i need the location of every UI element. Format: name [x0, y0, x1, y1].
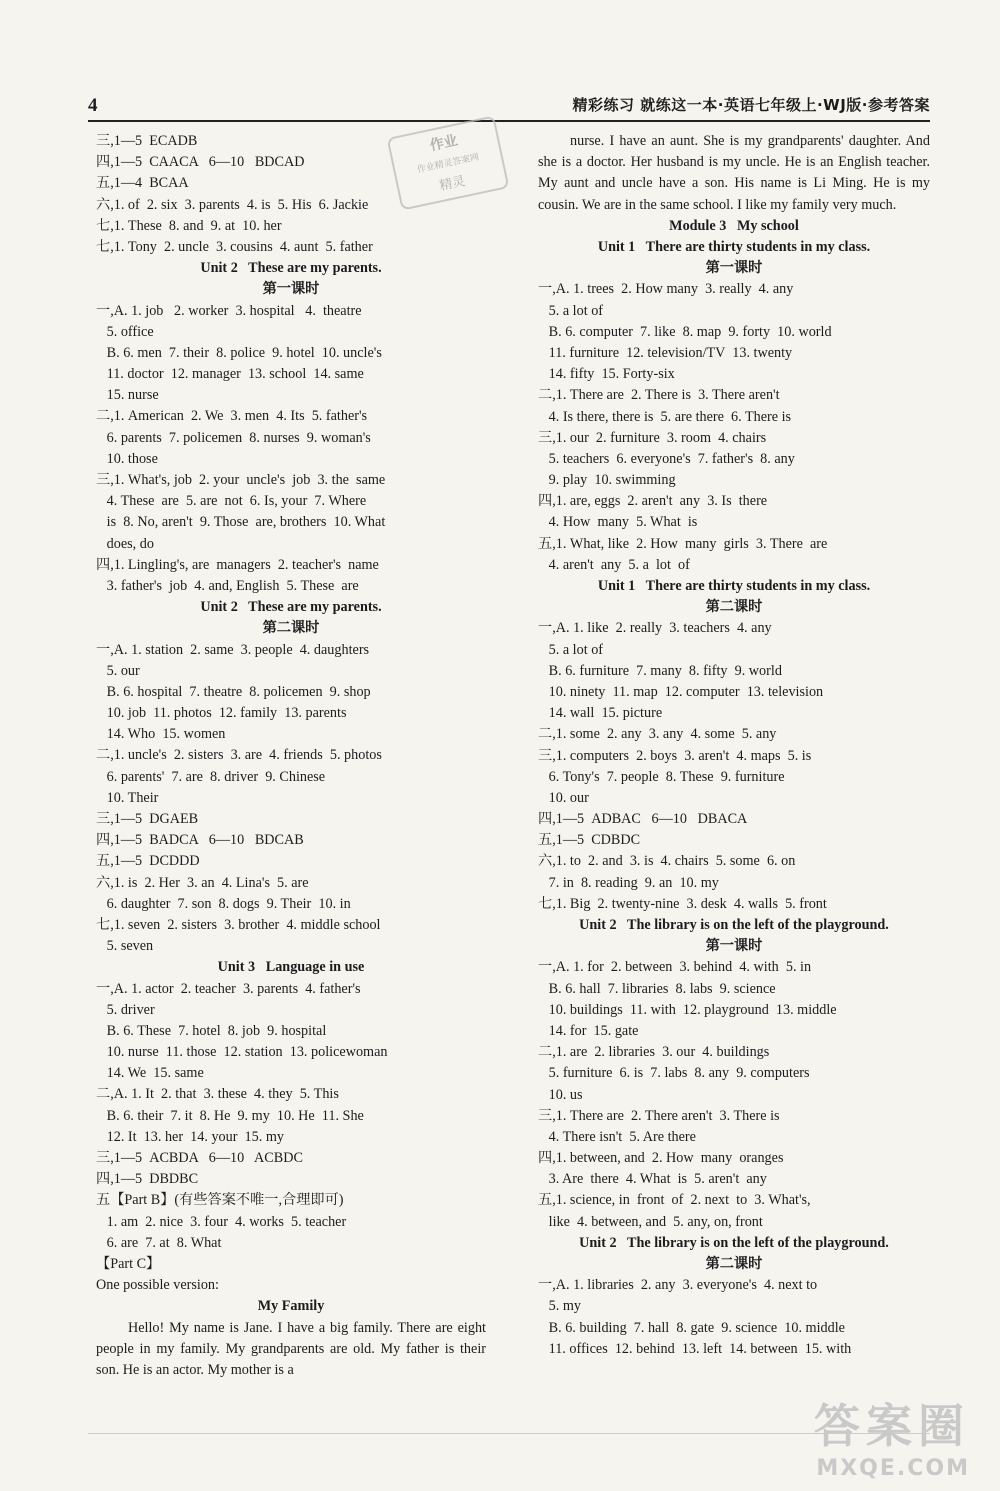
header-rule — [88, 120, 930, 122]
answer-line: 三,1. There are 2. There aren't 3. There is — [538, 1107, 780, 1124]
answer-line: 14. wall 15. picture — [538, 705, 663, 722]
answer-line: 6. Tony's 7. people 8. These 9. furniture — [538, 768, 785, 785]
answer-line: 七,1. Big 2. twenty-nine 3. desk 4. walls 5. front — [538, 895, 827, 912]
answer-line: 5. a lot of — [538, 302, 604, 319]
watermark-line1: 答案圈 — [814, 1399, 970, 1453]
section-heading: Unit 1 There are thirty students in my class. — [597, 239, 871, 255]
answer-line: 四,1. are, eggs 2. aren't any 3. Is there — [538, 493, 768, 510]
answer-line: 二,A. 1. It 2. that 3. these 4. they 5. This — [96, 1086, 339, 1103]
right-answer-column — [538, 131, 930, 1360]
answer-line: 9. play 10. swimming — [538, 472, 676, 489]
answer-line: 一,A. 1. like 2. really 3. teachers 4. any — [538, 620, 772, 637]
answer-line: 三,1. computers 2. boys 3. aren't 4. maps 5. is — [538, 747, 812, 764]
answer-line: B. 6. furniture 7. many 8. fifty 9. world — [538, 662, 782, 679]
answer-line: 6. are 7. at 8. What — [96, 1234, 222, 1251]
essay-paragraph: nurse. I have an aunt. She is my grandparents' daughter. And she is a doctor. Her husband is my uncle. He is an English teacher. My aunt and uncle have a son. His name is Li Ming. He is my cousin. We are in the same school. I like my family very much. — [538, 133, 930, 213]
answer-line: 5. my — [538, 1298, 581, 1315]
answer-line: B. 6. hall 7. libraries 8. labs 9. science — [538, 980, 776, 997]
section-heading: Unit 2 These are my parents. — [200, 260, 382, 277]
section-heading: Unit 2 These are my parents. — [200, 599, 382, 616]
section-heading: 第一课时 — [705, 260, 763, 277]
answer-line: 三,1—5 ACBDA 6—10 ACBDC — [96, 1150, 303, 1166]
answer-line: 一,A. 1. station 2. same 3. people 4. daughters — [96, 641, 370, 658]
section-heading: Unit 2 The library is on the left of the playground. — [579, 1234, 889, 1251]
answer-line: One possible version: — [96, 1277, 219, 1294]
section-heading: 第一课时 — [705, 938, 763, 955]
answer-line: like 4. between, and 5. any, on, front — [538, 1213, 763, 1230]
answer-line: 6. parents 7. policemen 8. nurses 9. woman's — [96, 429, 371, 446]
answer-line: 14. fifty 15. Forty-six — [538, 366, 675, 383]
answer-line: 5. furniture 6. is 7. labs 8. any 9. computers — [538, 1065, 810, 1082]
header-title: 精彩练习 就练这一本·英语七年级上·WJ版·参考答案 — [572, 96, 930, 114]
answer-line: 10. Their — [96, 789, 159, 806]
section-heading: Unit 2 The library is on the left of the playground. — [579, 917, 889, 933]
answer-line: B. 6. These 7. hotel 8. job 9. hospital — [96, 1022, 327, 1039]
answer-line: 10. job 11. photos 12. family 13. parents — [96, 705, 347, 722]
watermark-line2: MXQE.COM — [816, 1456, 970, 1481]
section-heading: Module 3 My school — [669, 217, 799, 234]
answer-line: 14. for 15. gate — [538, 1022, 639, 1039]
section-heading: 第二课时 — [705, 1256, 763, 1272]
answer-line: 3. Are there 4. What is 5. aren't any — [538, 1171, 767, 1188]
answer-line: 11. offices 12. behind 13. left 14. between 15. with — [538, 1340, 852, 1357]
answer-line: 12. It 13. her 14. your 15. my — [96, 1128, 284, 1145]
answer-line: 10. ninety 11. map 12. computer 13. television — [538, 683, 824, 700]
stamp-line3: 精灵 — [438, 173, 467, 195]
answer-line: 五,1—4 BCAA — [96, 175, 189, 192]
stamp-line1: 作业 — [428, 132, 460, 155]
section-heading: 第一课时 — [262, 281, 320, 298]
answer-line: 二,1. There are 2. There is 3. There aren't — [538, 387, 780, 404]
watermark-logo — [814, 1390, 970, 1481]
answer-line: 4. How many 5. What is — [538, 514, 698, 531]
answer-line: B. 6. hospital 7. theatre 8. policemen 9. shop — [96, 683, 371, 700]
left-answer-column — [96, 131, 486, 1381]
answer-line: 一,A. 1. for 2. between 3. behind 4. with 5. in — [538, 959, 812, 976]
answer-line: 二,1. uncle's 2. sisters 3. are 4. friends 5. photos — [96, 747, 382, 764]
answer-line: 三,1. What's, job 2. your uncle's job 3. the same — [96, 472, 386, 488]
answer-line: 11. furniture 12. television/TV 13. twenty — [538, 344, 793, 361]
answer-line: 14. Who 15. women — [96, 726, 226, 743]
answer-line: 四,1—5 ADBAC 6—10 DBACA — [538, 811, 748, 828]
section-heading: My Family — [257, 1298, 325, 1315]
answer-line: 二,1. American 2. We 3. men 4. Its 5. father's — [96, 408, 368, 425]
answer-line: 7. in 8. reading 9. an 10. my — [538, 874, 719, 891]
answer-line: 一,A. 1. actor 2. teacher 3. parents 4. father's — [96, 980, 361, 997]
answer-line: 5. our — [96, 662, 140, 679]
section-heading: Unit 3 Language in use — [217, 959, 365, 976]
bottom-rule — [88, 1433, 930, 1434]
answer-line: 15. nurse — [96, 387, 159, 404]
answer-line: 一,A. 1. libraries 2. any 3. everyone's 4. next to — [538, 1277, 818, 1294]
answer-line: B. 6. men 7. their 8. police 9. hotel 10. uncle's — [96, 344, 382, 361]
answer-line: 10. nurse 11. those 12. station 13. policewoman — [96, 1044, 388, 1061]
answer-line: 七,1. seven 2. sisters 3. brother 4. middle school — [96, 916, 381, 933]
answer-line: 5. teachers 6. everyone's 7. father's 8. any — [538, 450, 795, 467]
answer-line: B. 6. their 7. it 8. He 9. my 10. He 11. She — [96, 1107, 364, 1124]
answer-line: 一,A. 1. trees 2. How many 3. really 4. any — [538, 281, 794, 298]
answer-line: 五,1—5 CDBDC — [538, 832, 641, 849]
answer-line: 【Part C】 — [96, 1255, 161, 1272]
answer-line: 三,1—5 DGAEB — [96, 811, 199, 827]
answer-line: 3. father's job 4. and, English 5. These are — [96, 577, 359, 594]
answer-line: 三,1—5 ECADB — [96, 133, 198, 149]
section-heading: 第二课时 — [705, 599, 763, 616]
answer-line: 四,1. between, and 2. How many oranges — [538, 1150, 784, 1167]
answer-line: 10. our — [538, 789, 589, 806]
answer-line: 三,1. our 2. furniture 3. room 4. chairs — [538, 429, 767, 446]
page-number: 4 — [88, 95, 98, 116]
answer-line: 五【Part B】(有些答案不唯一,合理即可) — [96, 1192, 344, 1209]
answer-line: 5. office — [96, 323, 154, 340]
answer-line: 11. doctor 12. manager 13. school 14. same — [96, 366, 364, 383]
answer-line: 5. a lot of — [538, 641, 604, 658]
answer-line: 六,1. of 2. six 3. parents 4. is 5. His 6. Jackie — [96, 196, 369, 213]
answer-line: 四,1—5 DBDBC — [96, 1171, 199, 1188]
answer-line: 六,1. is 2. Her 3. an 4. Lina's 5. are — [96, 874, 309, 891]
answer-line: B. 6. computer 7. like 8. map 9. forty 10. world — [538, 323, 832, 340]
answer-line: 四,1—5 CAACA 6—10 BDCAD — [96, 154, 305, 171]
answer-line: 5. driver — [96, 1001, 155, 1018]
stamp-line2: 作业精灵答案网 — [416, 152, 481, 176]
answer-line: 七,1. These 8. and 9. at 10. her — [96, 217, 282, 234]
answer-line: 10. buildings 11. with 12. playground 13. middle — [538, 1001, 837, 1018]
answer-line: 五,1—5 DCDDD — [96, 853, 200, 870]
answer-line: does, do — [96, 535, 154, 552]
answer-line: 五,1. science, in front of 2. next to 3. What's, — [538, 1192, 811, 1209]
answer-line: 二,1. are 2. libraries 3. our 4. buildings — [538, 1044, 770, 1061]
answer-line: 七,1. Tony 2. uncle 3. cousins 4. aunt 5. father — [96, 238, 373, 255]
answer-line: 四,1—5 BADCA 6—10 BDCAB — [96, 832, 304, 849]
answer-line: 二,1. some 2. any 3. any 4. some 5. any — [538, 726, 777, 743]
answer-line: is 8. No, aren't 9. Those are, brothers 10. What — [96, 514, 386, 531]
section-heading: 第二课时 — [262, 620, 320, 637]
answer-line: 四,1. Lingling's, are managers 2. teacher's name — [96, 556, 379, 573]
answer-line: 4. Is there, there is 5. are there 6. There is — [538, 408, 792, 425]
answer-line: 4. These are 5. are not 6. Is, your 7. Where — [96, 493, 367, 510]
answer-line: 五,1. What, like 2. How many girls 3. There are — [538, 535, 828, 552]
answer-line: 6. daughter 7. son 8. dogs 9. Their 10. in — [96, 895, 351, 912]
essay-paragraph: Hello! My name is Jane. I have a big family. There are eight people in my family. My grandparents are old. My father is their son. He is an actor. My mother is a — [96, 1319, 486, 1378]
section-heading: Unit 1 There are thirty students in my class. — [597, 578, 871, 594]
answer-line: 4. There isn't 5. Are there — [538, 1128, 696, 1145]
answer-line: 10. those — [96, 450, 158, 467]
answer-line: 5. seven — [96, 938, 154, 955]
answer-line: 6. parents' 7. are 8. driver 9. Chinese — [96, 768, 326, 785]
answer-line: 10. us — [538, 1086, 583, 1103]
answer-line: 4. aren't any 5. a lot of — [538, 556, 690, 573]
answer-line: 一,A. 1. job 2. worker 3. hospital 4. theatre — [96, 302, 362, 319]
answer-line: 14. We 15. same — [96, 1065, 204, 1082]
answer-line: 1. am 2. nice 3. four 4. works 5. teacher — [96, 1213, 347, 1230]
answer-line: B. 6. building 7. hall 8. gate 9. science 10. middle — [538, 1319, 845, 1336]
answer-line: 六,1. to 2. and 3. is 4. chairs 5. some 6. on — [538, 853, 796, 870]
